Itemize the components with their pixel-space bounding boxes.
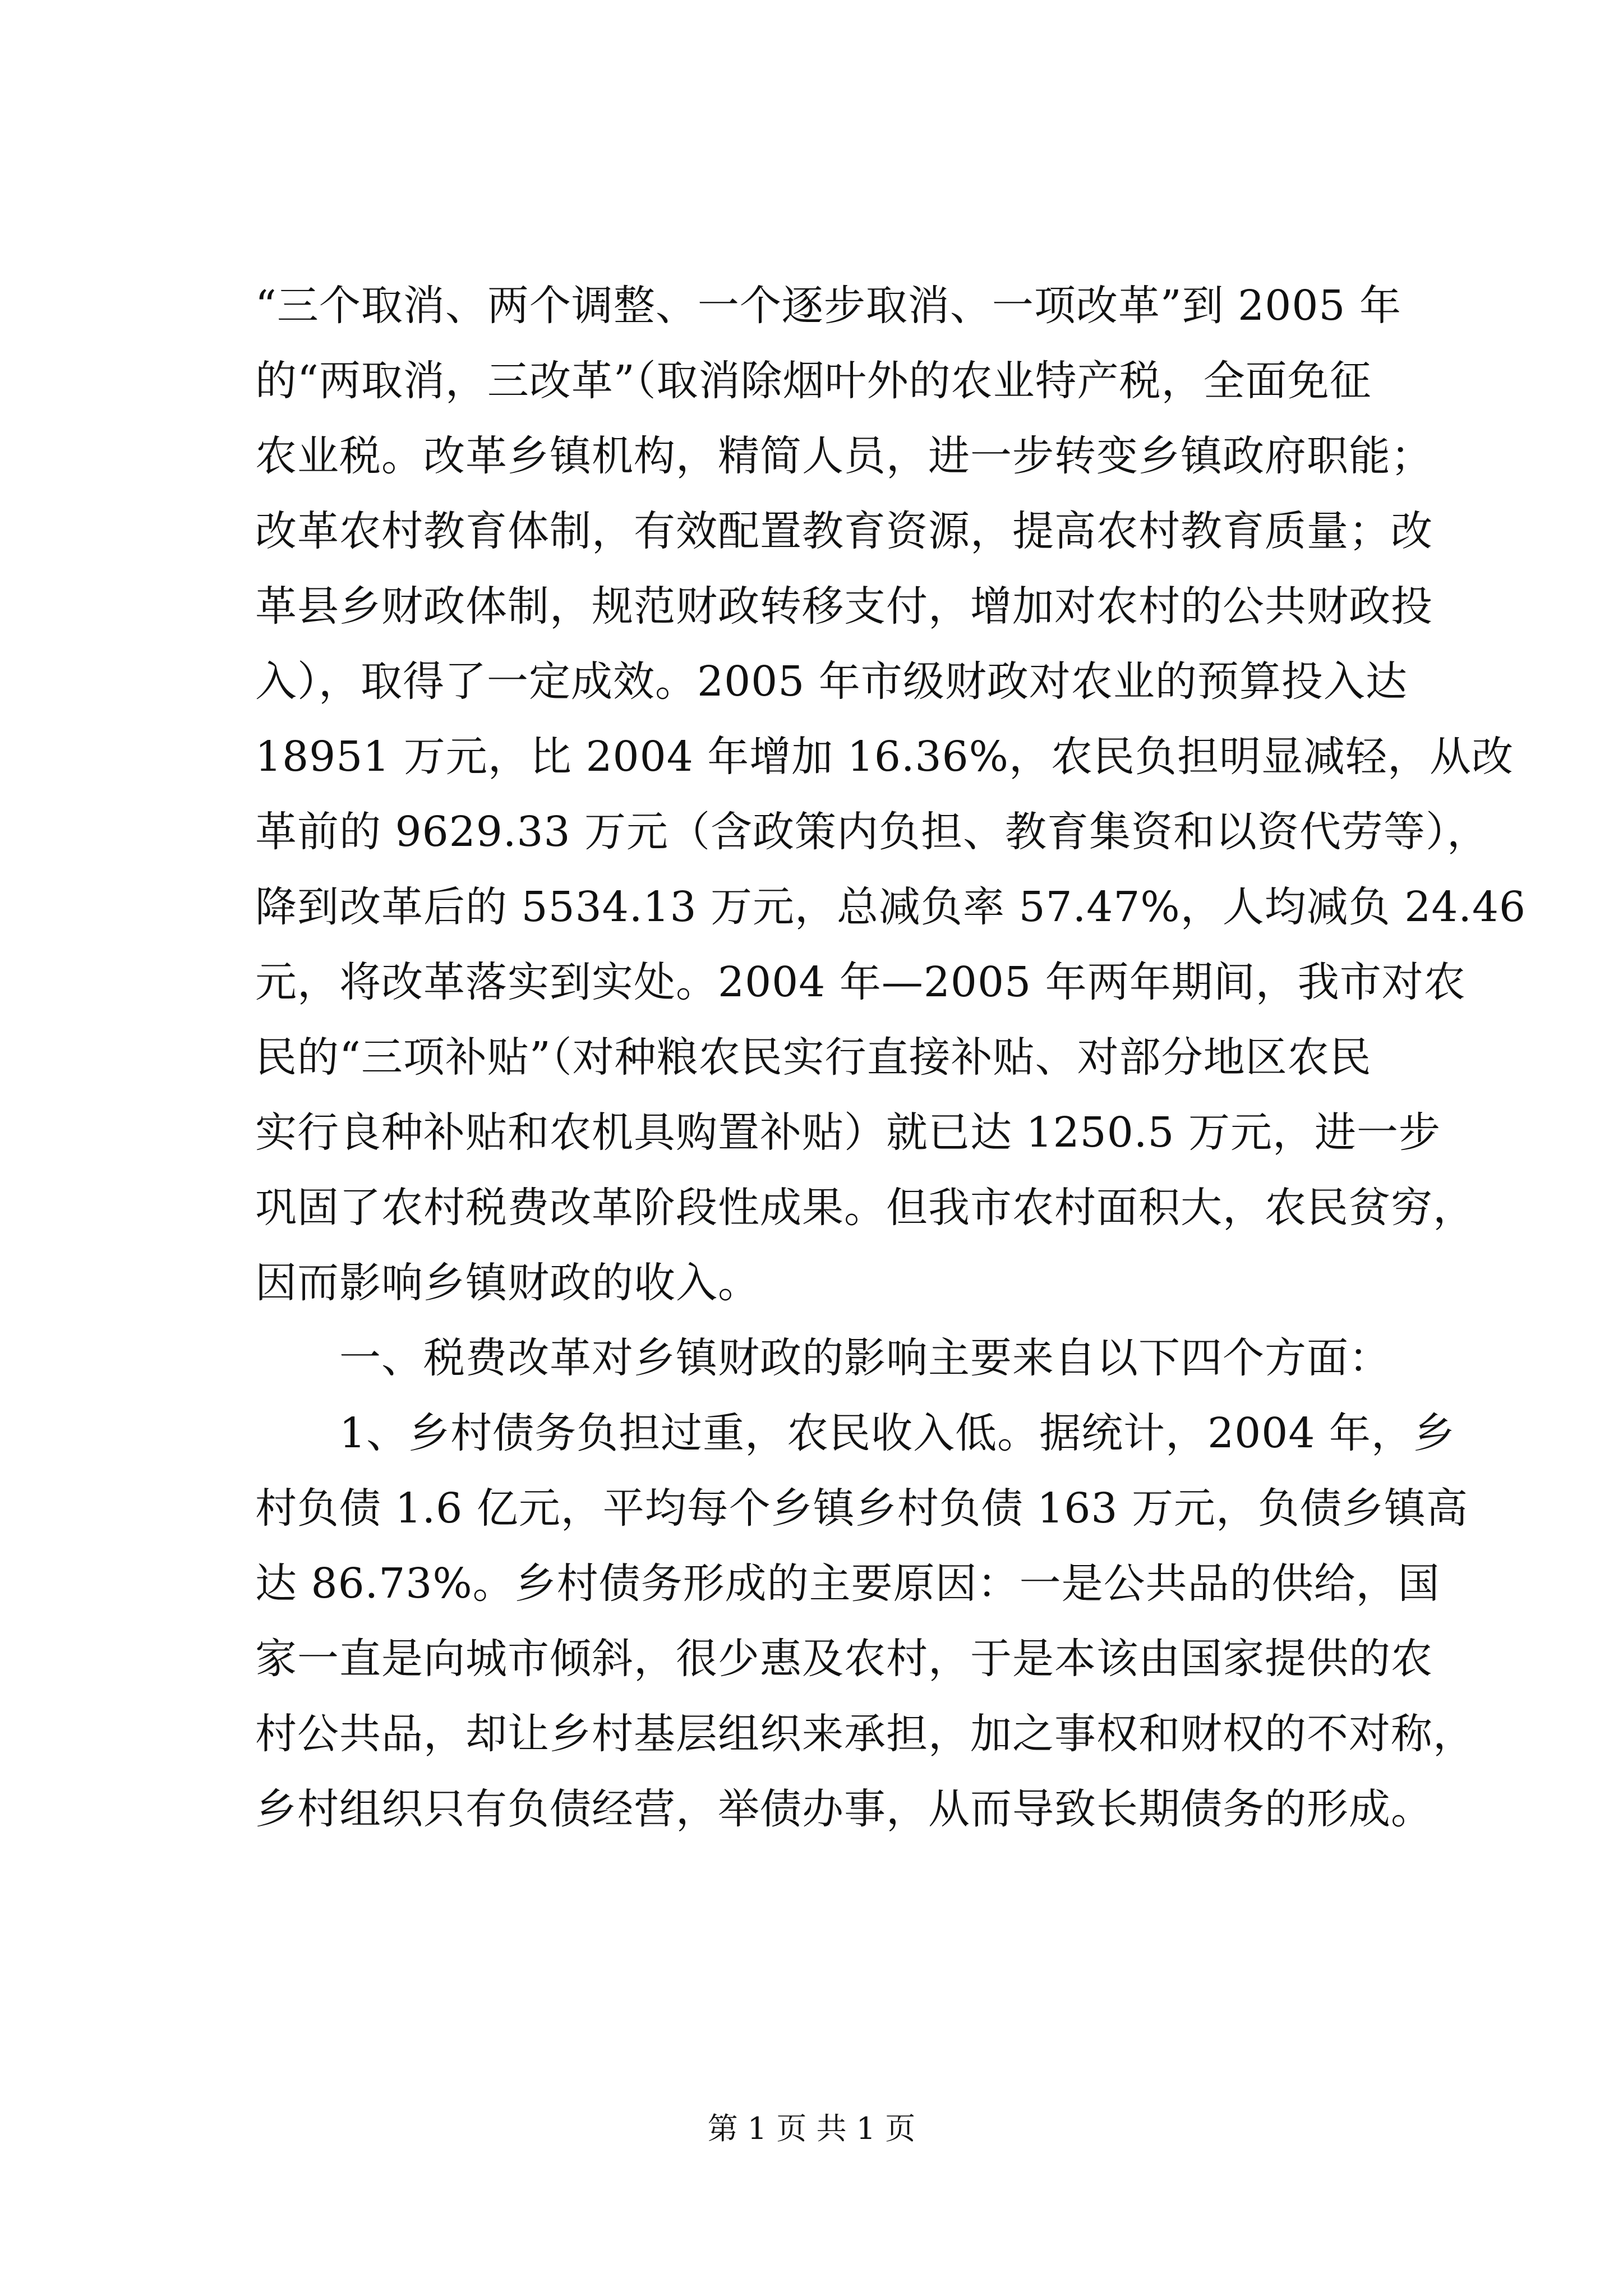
text-line: 家一直是向城市倾斜，很少惠及农村，于是本该由国家提供的农 [255, 1635, 1433, 1683]
text-line: 降到改革后的 5534.13 万元，总减负率 57.47%，人均减负 24.46 [255, 883, 1527, 931]
text-line: 实行良种补贴和农机具购置补贴）就已达 1250.5 万元，进一步 [255, 1108, 1441, 1157]
text-line: 改革农村教育体制，有效配置教育资源，提高农村教育质量；改 [255, 507, 1433, 555]
text-line: 革前的 9629.33 万元（含政策内负担、教育集资和以资代劳等）， [255, 808, 1490, 856]
text-line: 乡村组织只有负债经营，举债办事，从而导致长期债务的形成。 [255, 1785, 1433, 1833]
text-line: 达 86.73%。乡村债务形成的主要原因：一是公共品的供给，国 [255, 1559, 1440, 1608]
text-line: 的“两取消，三改革”（取消除烟叶外的农业特产税，全面免征 [255, 357, 1372, 405]
text-line: “三个取消、两个调整、一个逐步取消、一项改革”到 2005 年 [255, 282, 1402, 330]
text-line: 入），取得了一定成效。2005 年市级财政对农业的预算投入达 [255, 657, 1408, 706]
text-line: 因而影响乡镇财政的收入。 [255, 1259, 760, 1307]
text-line: 村负债 1.6 亿元，平均每个乡镇乡村负债 163 万元，负债乡镇高 [255, 1484, 1469, 1533]
page-footer: 第 1 页 共 1 页 [707, 2111, 916, 2146]
text-line: 革县乡财政体制，规范财政转移支付，增加对农村的公共财政投 [255, 582, 1433, 631]
text-line: 民的“三项补贴”（对种粮农民实行直接补贴、对部分地区农民 [255, 1033, 1372, 1082]
text-line: 农业税。改革乡镇机构，精简人员，进一步转变乡镇政府职能； [255, 432, 1433, 480]
text-line: 巩固了农村税费改革阶段性成果。但我市农村面积大，农民贫穷， [255, 1184, 1475, 1232]
text-line: 18951 万元，比 2004 年增加 16.36%，农民负担明显减轻，从改 [255, 733, 1514, 781]
text-line: 村公共品，却让乡村基层组织来承担，加之事权和财权的不对称， [255, 1710, 1475, 1758]
text-line: 1、乡村债务负担过重，农民收入低。据统计，2004 年，乡 [255, 1409, 1455, 1457]
document-body [255, 268, 1527, 1847]
text-line: 元，将改革落实到实处。2004 年—2005 年两年期间，我市对农 [255, 958, 1466, 1006]
section-heading: 一、税费改革对乡镇财政的影响主要来自以下四个方面： [255, 1334, 1391, 1382]
